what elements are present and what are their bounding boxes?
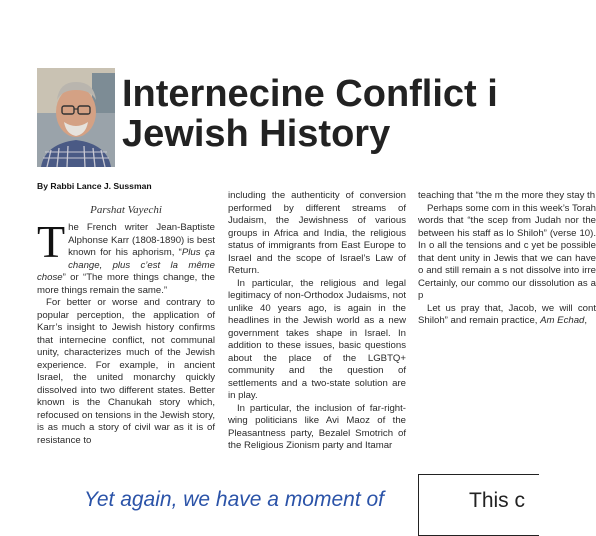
paragraph-8-end: , bbox=[584, 315, 588, 326]
paragraph-2: For better or worse and contrary to popular perception, the application of Karr’s insight to Jewish history confirms that internecine conflict, not communal unity, characterizes much of the Jewish experience. For example, in ancient Israel, the united monarchy quickly dissolved into two different states. Better known is the Chanukah story which, refocused on tensions in the Jewish story, is as much a story of civil war as it is of resistance to bbox=[37, 297, 215, 446]
sidebar-box bbox=[418, 474, 539, 536]
drop-cap: T bbox=[37, 216, 66, 267]
paragraph-1 bbox=[37, 216, 216, 297]
title-line-2: Jewish History bbox=[122, 113, 391, 155]
article-column-3 bbox=[418, 190, 596, 328]
paragraph-4: In particular, the religious and legal legitimacy of non-Orthodox Judaisms, not unlike 40 years ago, is again in the headlines in the Jewish world as a new government takes shape in Israel. In addition to these issues, basic questions about the place of the LGBTQ+ community and the question of settlements and a two-state solution are in play. bbox=[228, 277, 406, 401]
paragraph-6: teaching that “the m the more they stay th bbox=[418, 190, 596, 201]
paragraph-8 bbox=[418, 303, 596, 328]
paragraph-3: including the authenticity of conversion performed by different streams of Judaism, the Jewishness of various groups in Africa and India, the religious status of immigrants from East Europe to Israel and the scope of Israel’s Law of Return. bbox=[228, 190, 406, 276]
article-title bbox=[122, 74, 552, 154]
paragraph-1-text: he French writer Jean-Baptiste Alphonse Karr (1808-1890) is best known for his aphorism, “ bbox=[68, 222, 215, 258]
sidebar-box-title: This c bbox=[469, 489, 526, 512]
parshat-label: Parshat Vayechi bbox=[90, 204, 162, 216]
article-column-1 bbox=[37, 216, 216, 447]
author-photo bbox=[37, 68, 115, 167]
french-quote: Plus ça change, plus c’est la même chose bbox=[37, 247, 216, 283]
am-echad-italic: Am Echad bbox=[540, 315, 585, 326]
author-portrait-image bbox=[37, 68, 115, 167]
paragraph-1-end: ” or “The more things change, the more things remain the same.” bbox=[37, 272, 215, 296]
pull-quote: Yet again, we have a moment of bbox=[84, 488, 385, 511]
article-column-2 bbox=[228, 190, 406, 453]
paragraph-8-text: Let us pray that, Jacob, we will cont Shiloh” and remain practice, bbox=[418, 302, 596, 326]
title-line-1: Internecine Conflict i bbox=[122, 73, 498, 115]
paragraph-7: Perhaps some com in this week’s Torah words that “the scep from Judah nor the between his staff as lo Shiloh” (verse 10). In o all the tensions and c yet be possible that dent unity in Jewis that we can have o and still remain a s not dissolve into irre Certainly, our commo our dissolution as a p bbox=[418, 202, 596, 301]
byline: By Rabbi Lance J. Sussman bbox=[37, 181, 152, 191]
paragraph-5: In particular, the inclusion of far-right-wing politicians like Avi Maoz of the Pleasantness party, Bezalel Smotrich of the Religious Zionism party and Itamar bbox=[228, 402, 406, 451]
